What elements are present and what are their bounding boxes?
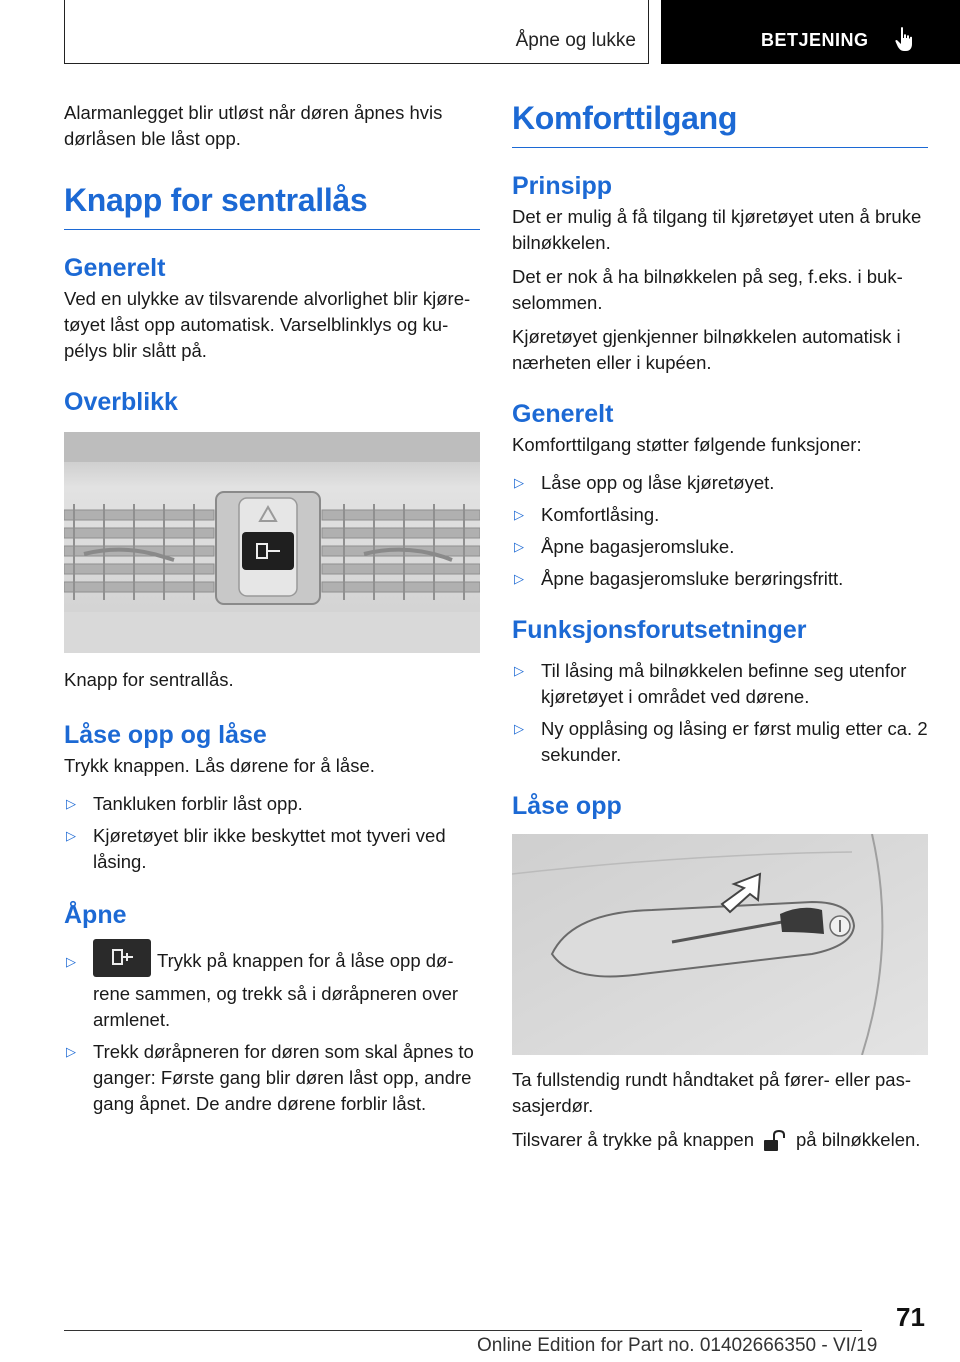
list-item: ▷ Tankluken forblir låst opp. (64, 791, 480, 817)
hand-pointer-icon (895, 26, 917, 52)
open-bullet-list (64, 943, 480, 1117)
lock-text: Trykk knappen. Lås dørene for å låse. (64, 755, 375, 776)
heading-overview: Overblikk (64, 388, 178, 416)
list-item: ▷ Til låsing må bilnøkkelen befinne seg utenfor kjøretøyet i området ved dørene. (514, 660, 907, 707)
heading-general: Generelt (64, 254, 166, 282)
left-column (64, 100, 480, 1123)
functions-bullet-list (512, 470, 928, 592)
triangle-bullet-icon: ▷ (514, 721, 524, 736)
intro-text: Alarmanlegget blir utløst når døren åpnes hvis dørlåsen ble låst opp. (64, 102, 443, 149)
general-text-right: Komforttilgang støtter følgende funksjoner: (512, 434, 862, 455)
triangle-bullet-icon: ▷ (66, 796, 76, 811)
list-item: ▷ Åpne bagasjeromsluke. (512, 534, 928, 560)
triangle-bullet-icon: ▷ (66, 828, 76, 843)
principle-paragraph: Det er nok å ha bilnøkkelen på seg, f.eks. i bukselommen. (512, 266, 903, 313)
right-column (512, 100, 928, 1153)
principle-paragraph: Kjøretøyet gjenkjenner bilnøkkelen automatisk i nærheten eller i kupéen. (512, 326, 901, 373)
section-heading-central-lock: Knapp for sentrallås (64, 182, 480, 230)
unlock-padlock-icon (762, 1130, 788, 1152)
principle-paragraph: Det er mulig å få tilgang til kjøretøyet uten å bruke bilnøkkelen. (512, 206, 922, 253)
list-item: ▷ Åpne bagasjeromsluke berøringsfritt. (512, 566, 928, 592)
chapter-title: BETJENING (761, 30, 869, 50)
list-item: ▷ Ny opplåsing og låsing er først mulig etter ca. 2 sekunder. (514, 718, 928, 765)
unlock-text: Ta fullstendig rundt håndtaket på fører- eller passasjerdør. (512, 1069, 911, 1116)
heading-unlock: Låse opp (512, 792, 622, 820)
list-item: ▷ Trekk døråpneren for døren som skal åpnes to ganger: Første gang blir døren låst opp, andre gang åpnet. De andre dørene forblir låst. (66, 1041, 474, 1114)
general-text: Ved en ulykke av tilsvarende alvorlighet blir kjøretøyet låst opp automatisk. Varselblinklys og kupélys blir slått på. (64, 288, 471, 361)
heading-open: Åpne (64, 901, 127, 929)
header-section-box (64, 0, 649, 64)
list-item: ▷ Trykk på knappen for å låse opp dørene sammen, og trekk så i døråpneren over armlenet. (64, 943, 480, 1033)
triangle-bullet-icon: ▷ (66, 1044, 76, 1059)
triangle-bullet-icon: ▷ (514, 663, 524, 678)
figure-caption: Knapp for sentrallås. (64, 669, 234, 690)
header-chapter-box (661, 0, 960, 64)
heading-principle: Prinsipp (512, 172, 613, 200)
heading-general-right: Generelt (512, 400, 614, 428)
triangle-bullet-icon: ▷ (514, 539, 524, 554)
section-title: Åpne og lukke (515, 30, 636, 51)
section-heading-comfort-access: Komforttilgang (512, 100, 928, 148)
lock-bullet-list (64, 791, 480, 875)
requirements-bullet-list (512, 658, 928, 768)
triangle-bullet-icon: ▷ (514, 475, 524, 490)
triangle-bullet-icon: ▷ (514, 571, 524, 586)
footer-divider (64, 1330, 862, 1331)
door-unlock-button-icon (93, 939, 151, 977)
heading-requirements: Funksjonsforutsetninger (512, 616, 807, 644)
central-lock-button-illustration (64, 432, 480, 653)
list-item: ▷ Låse opp og låse kjøretøyet. (512, 470, 928, 496)
key-equivalent-text: Tilsvarer å trykke på knappen på bilnøkkelen. (512, 1127, 928, 1153)
heading-lock-unlock: Låse opp og låse (64, 721, 267, 749)
triangle-bullet-icon: ▷ (514, 507, 524, 522)
footer-edition: Online Edition for Part no. 01402666350 - VI/19 (477, 1335, 878, 1356)
list-item: ▷ Kjøretøyet blir ikke beskyttet mot tyveri ved låsing. (66, 825, 446, 872)
door-handle-illustration (512, 834, 928, 1055)
page-number: 71 (896, 1302, 925, 1332)
list-item: ▷ Komfortlåsing. (512, 502, 928, 528)
triangle-bullet-icon: ▷ (66, 954, 76, 969)
